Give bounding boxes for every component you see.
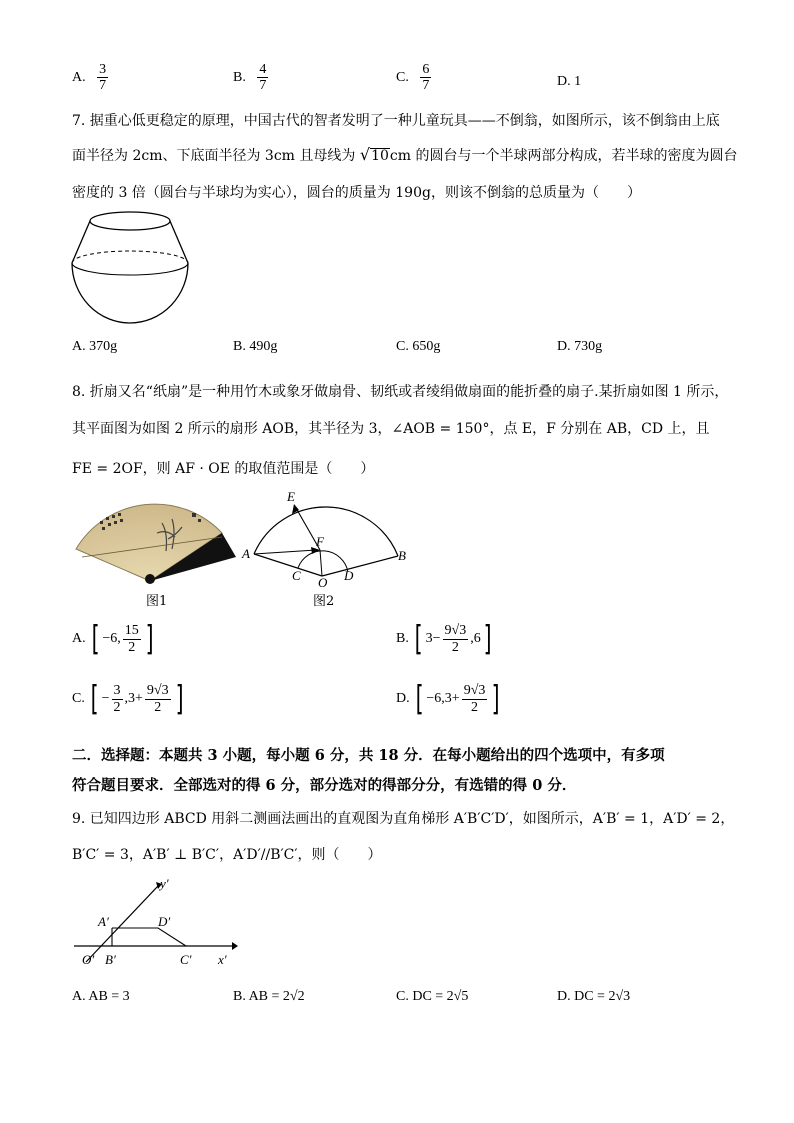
q6-option-c[interactable]: C. $\frac{6}{7}$	[396, 62, 430, 94]
label-f: F	[316, 534, 324, 549]
tumbler-figure	[66, 205, 196, 330]
q7-line1: 7. 据重心低更稳定的原理，中国古代的智者发明了一种儿童玩具——不倒翁，如图所示，该不倒翁由上底	[72, 113, 720, 129]
q6-option-b[interactable]: B. $\frac{4}{7}$	[233, 62, 267, 94]
q8-line1: 8. 折扇又名“纸扇”是一种用竹木或象牙做扇骨、韧纸或者绫绢做扇面的能折叠的扇子.某折扇如图 1 所示，	[72, 384, 729, 400]
radius-ob	[322, 556, 398, 576]
label-x: x′	[218, 952, 227, 967]
folding-fan-image	[72, 493, 238, 587]
oblique-drawing-figure	[72, 876, 238, 970]
q6-option-d[interactable]: D. 1	[557, 74, 582, 89]
q6-option-a[interactable]: A. $\frac{3}{7}$	[72, 62, 107, 94]
label-d-prime: D′	[158, 914, 171, 929]
x-axis-arrow	[232, 942, 238, 950]
q7-option-a[interactable]: A. 370g	[72, 339, 118, 354]
q9-line1: 9. 已知四边形 ABCD 用斜二测画法画出的直观图为直角梯形 A′B′C′D′，如图所示，A′B′ = 1，A′D′ = 2，	[72, 811, 735, 827]
q9-option-a[interactable]: A. AB = 3	[72, 989, 130, 1004]
q7-option-c[interactable]: C. 650g	[396, 339, 441, 354]
label-o-prime: O′	[82, 952, 95, 967]
label-a: A	[242, 546, 250, 561]
label-e: E	[287, 489, 295, 504]
radius-oa	[254, 554, 322, 576]
q8-option-d[interactable]: D. [ −6,3+ $\frac{9√3}{2}$ ]	[396, 679, 500, 719]
equator-front	[72, 263, 188, 275]
segment-adc	[112, 928, 186, 946]
label-c: C	[292, 568, 301, 583]
frustum-right-edge	[170, 221, 188, 263]
q7-line2: 面半径为 2cm、下底面半径为 3cm 且母线为 √10cm 的圆台与一个半球两部分构成，若半球的密度为圆台	[72, 145, 738, 164]
q8-option-c[interactable]: C. [ − $\frac{3}{2}$ ,3+ $\frac{9√3}{2}$ ]	[72, 679, 184, 719]
sqrt-radicand: 10	[371, 148, 389, 164]
q8-line2: 其平面图为如图 2 所示的扇形 AOB，其半径为 3，∠AOB = 150°，点 E，F 分别在 AB，CD 上，且	[72, 421, 710, 437]
label-d: D	[344, 568, 354, 583]
q7-line3: 密度的 3 倍（圆台与半球均为实心），圆台的质量为 190g，则该不倒翁的总质量为（ ）	[72, 185, 641, 201]
q9-option-d[interactable]: D. DC = 2√3	[557, 989, 631, 1004]
label-b: B	[398, 548, 406, 563]
arc-ab	[254, 507, 398, 556]
fig1-caption: 图1	[146, 594, 168, 609]
q8-line3: FE = 2OF，则 AF · OE 的取值范围是（ ）	[72, 461, 375, 477]
q9-line2: B′C′ = 3，A′B′ ⊥ B′C′，A′D′//B′C′，则（ ）	[72, 847, 382, 863]
label-o: O	[318, 575, 328, 588]
q9-option-b[interactable]: B. AB = 2√2	[233, 989, 305, 1004]
label-b-prime: B′	[105, 952, 116, 967]
label-y: y′	[160, 876, 169, 891]
label-a-prime: A′	[98, 914, 109, 929]
section2-heading-line2: 符合题目要求．全部选对的得 6 分，部分选对的得部分分，有选错的得 0 分．	[72, 777, 577, 794]
section2-heading-line1: 二．选择题：本题共 3 小题，每小题 6 分，共 18 分．在每小题给出的四个选项中，有多项	[72, 747, 665, 764]
fig2-caption: 图2	[313, 594, 335, 609]
q8-option-a[interactable]: A. [ −6, $\frac{15}{2}$ ]	[72, 619, 154, 659]
segment-af	[254, 550, 316, 554]
y-axis	[86, 886, 158, 962]
q9-option-c[interactable]: C. DC = 2√5	[396, 989, 469, 1004]
q7-option-d[interactable]: D. 730g	[557, 339, 603, 354]
sector-diagram	[236, 488, 416, 588]
q8-option-b[interactable]: B. [ 3− $\frac{9√3}{2}$ ,6]	[396, 619, 492, 659]
equator-back	[72, 251, 188, 263]
frustum-left-edge	[72, 221, 90, 263]
arc-cd	[298, 551, 348, 572]
label-c-prime: C′	[180, 952, 192, 967]
q7-option-b[interactable]: B. 490g	[233, 339, 278, 354]
top-ellipse	[90, 212, 170, 230]
segment-of	[320, 550, 322, 576]
